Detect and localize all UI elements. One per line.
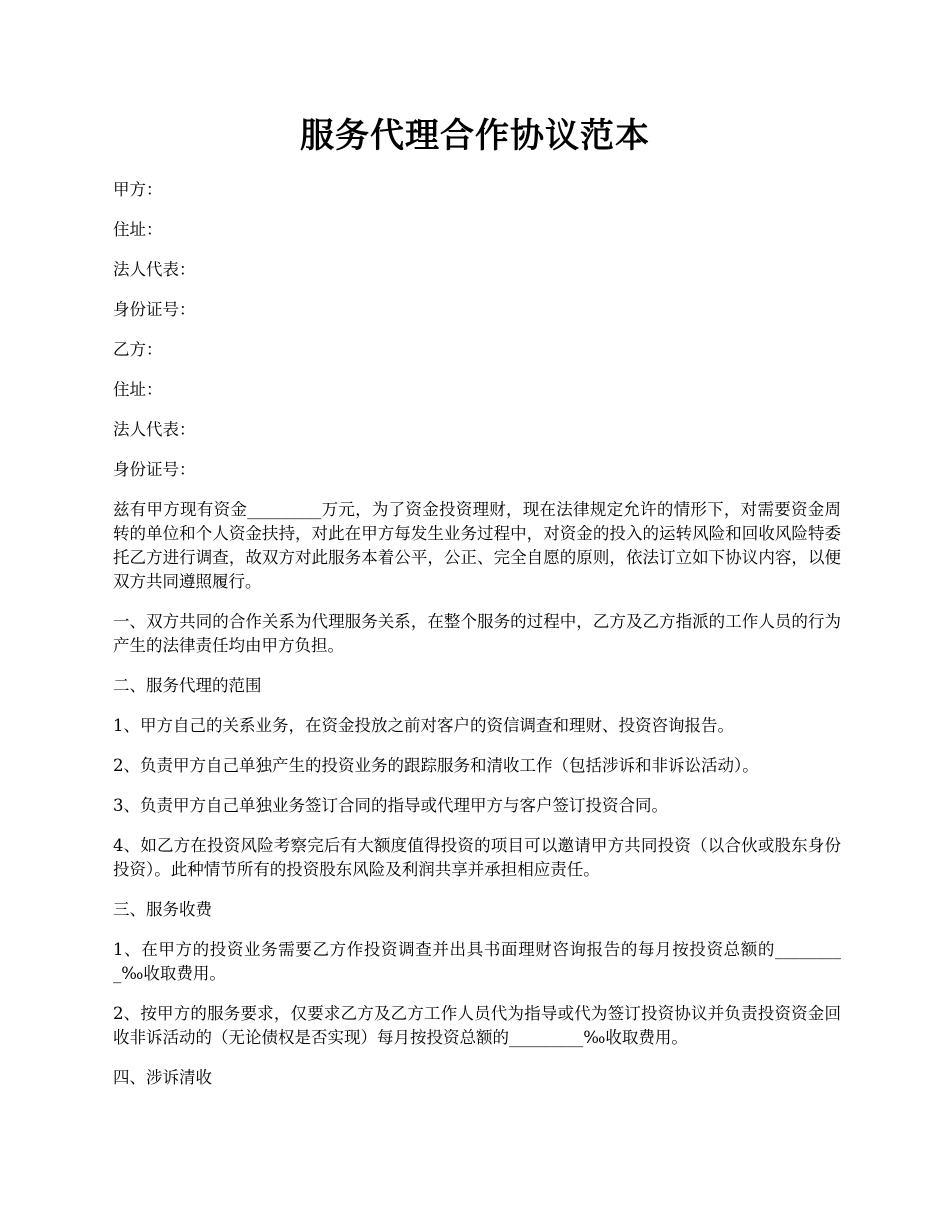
document-body xyxy=(113,178,841,1106)
section-3-item-2: 2、按甲方的服务要求，仅要求乙方及乙方工作人员代为指导或代为签订投资协议并负责投资资金回收非诉活动的（无论债权是否实现）每月按投资总额的_________‰收取费用。 xyxy=(113,1004,841,1047)
party-a-label: 甲方： xyxy=(113,180,163,199)
section-3-item-1: 1、在甲方的投资业务需要乙方作投资调查并出具书面理财咨询报告的每月按投资总额的_________‰收取费用。 xyxy=(113,940,841,983)
party-a-address-label: 住址： xyxy=(113,220,163,239)
party-b-address-label: 住址： xyxy=(113,380,163,399)
section-2-item-2: 2、负责甲方自己单独产生的投资业务的跟踪服务和清收工作（包括涉诉和非诉讼活动）。 xyxy=(113,756,759,775)
section-3-heading: 三、服务收费 xyxy=(113,900,212,919)
party-a-id-label: 身份证号： xyxy=(113,300,196,319)
section-4-heading: 四、涉诉清收 xyxy=(113,1068,212,1087)
clause-1-paragraph: 一、双方共同的合作关系为代理服务关系，在整个服务的过程中，乙方及乙方指派的工作人员的行为产生的法律责任均由甲方负担。 xyxy=(113,612,841,655)
party-b-label: 乙方： xyxy=(113,340,163,359)
section-2-item-4: 4、如乙方在投资风险考察完后有大额度值得投资的项目可以邀请甲方共同投资（以合伙或股东身份投资）。此种情节所有的投资股东风险及利润共享并承担相应责任。 xyxy=(113,836,841,879)
party-b-id-label: 身份证号： xyxy=(113,460,196,479)
section-2-heading: 二、服务代理的范围 xyxy=(113,676,262,695)
section-2-item-1: 1、甲方自己的关系业务，在资金投放之前对客户的资信调查和理财、投资咨询报告。 xyxy=(113,716,734,735)
section-2-item-3: 3、负责甲方自己单独业务签订合同的指导或代理甲方与客户签订投资合同。 xyxy=(113,796,668,815)
party-a-legal-rep-label: 法人代表： xyxy=(113,260,196,279)
party-b-legal-rep-label: 法人代表： xyxy=(113,420,196,439)
document-title: 服务代理合作协议范本 xyxy=(300,116,650,156)
intro-paragraph: 兹有甲方现有资金_________万元，为了资金投资理财，现在法律规定允许的情形下，对需要资金周转的单位和个人资金扶持，对此在甲方每发生业务过程中，对资金的投入的运转风险和回收风险特委托乙方进行调查，故双方对此服务本着公平，公正、完全自愿的原则，依法订立如下协议内容，以便双方共同遵照履行。 xyxy=(113,500,841,591)
